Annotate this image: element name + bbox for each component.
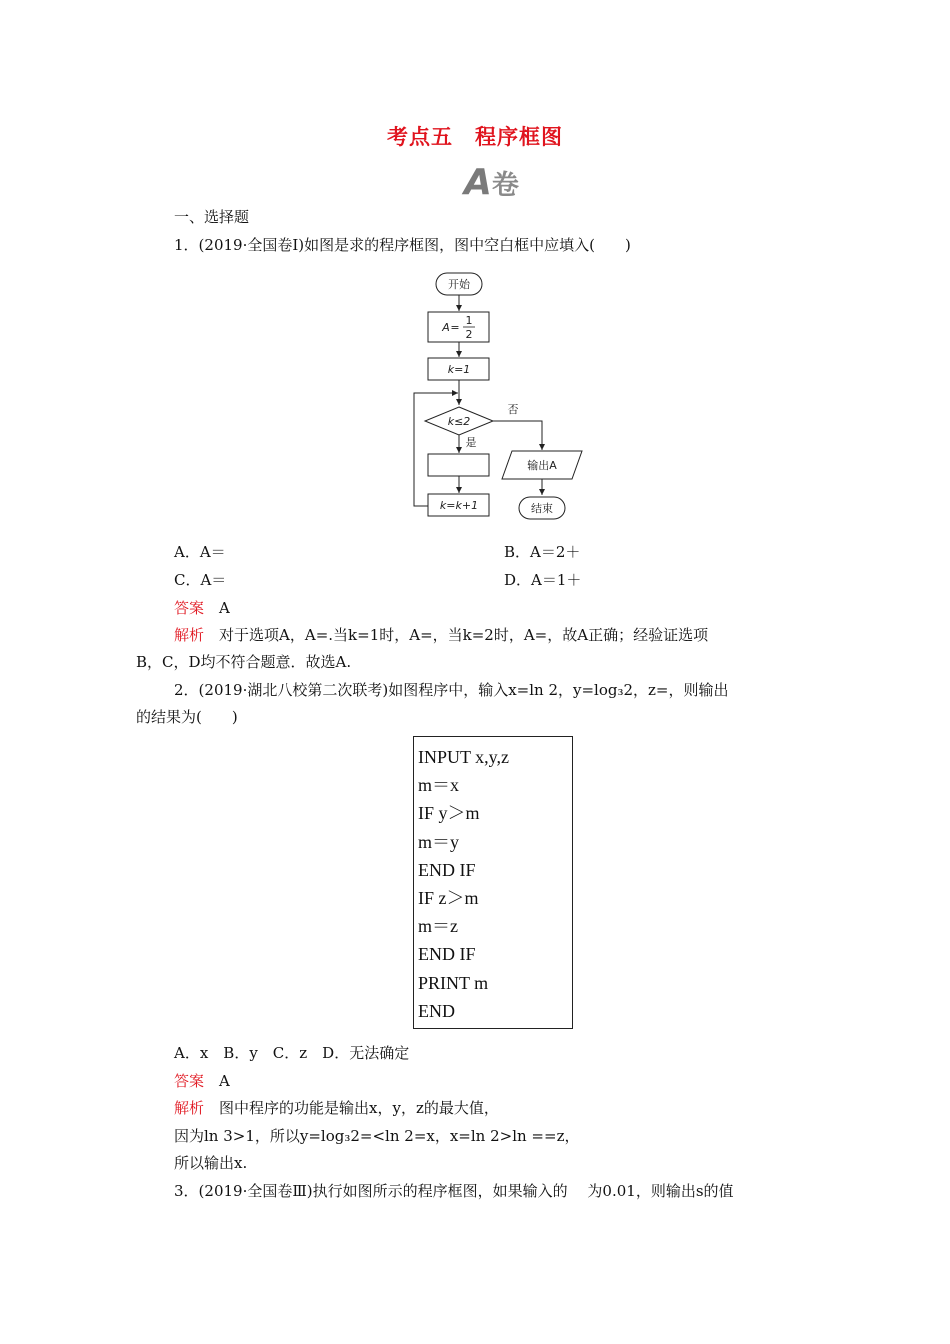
section-heading: 一、选择题 [174, 208, 250, 226]
flow-end-label: 结束 [531, 502, 553, 515]
code-line: m＝z [418, 916, 458, 937]
banner-text: 卷 [491, 170, 519, 201]
flow-init-a-lhs: A [442, 321, 450, 334]
q2-answer-value: A [219, 1072, 230, 1090]
q3-stem: 3．(2019·全国卷Ⅲ)执行如图所示的程序框图，如果输入的 为0.01，则输出s的值 [174, 1182, 734, 1200]
q2-stem-line2: 的结果为( ) [136, 708, 238, 726]
q2-stem-line1: 2．(2019·湖北八校第二次联考)如图程序中，输入x=ln 2，y=log₃2，z=，则输出 [174, 681, 729, 699]
flow-init-a-eq: = [450, 321, 460, 334]
q1-analysis-label: 解析 [174, 626, 205, 644]
flow-init-a-num: 1 [465, 314, 473, 327]
page-title: 考点五 程序框图 [387, 124, 563, 149]
code-line: PRINT m [418, 972, 489, 993]
q2-program-box [413, 736, 573, 1029]
flow-blank-node [428, 454, 489, 476]
flow-no-label: 否 [507, 403, 519, 416]
q1-option-b: B．A＝2＋ [504, 543, 581, 561]
q1-analysis [174, 624, 708, 645]
flow-decision-label: k≤2 [447, 415, 471, 428]
flow-output-label: 输出A [527, 459, 557, 472]
code-line: END [418, 1000, 455, 1021]
q1-analysis-line1: 对于选项A，A=.当k=1时，A=，当k=2时，A=，故A正确；经验证选项 [219, 626, 709, 644]
flow-start-label: 开始 [448, 278, 470, 291]
code-line: IF y＞m [418, 803, 480, 824]
code-line: END IF [418, 859, 476, 880]
code-line: END IF [418, 944, 476, 965]
q2-analysis [174, 1097, 499, 1118]
q1-option-d: D．A＝1＋ [504, 571, 582, 589]
flow-init-k-label: k=1 [447, 363, 471, 376]
code-line: INPUT x,y,z [418, 747, 509, 767]
q1-option-c: C．A＝ [174, 571, 227, 589]
q2-answer-label: 答案 [174, 1072, 205, 1090]
q2-analysis-label: 解析 [174, 1099, 205, 1117]
flow-yes-label: 是 [465, 436, 477, 449]
q1-answer [174, 597, 230, 618]
flow-incr-label: k=k+1 [439, 499, 479, 512]
q1-analysis-line2: B，C，D均不符合题意．故选A. [136, 653, 352, 671]
q1-option-a: A．A＝ [174, 543, 226, 561]
q1-answer-label: 答案 [174, 599, 205, 617]
q2-analysis-line1: 图中程序的功能是输出x，y，z的最大值， [219, 1099, 499, 1117]
q2-answer [174, 1070, 230, 1091]
code-line: IF z＞m [418, 888, 479, 909]
q1-stem: 1．(2019·全国卷Ⅰ)如图是求的程序框图，图中空白框中应填入( ) [174, 236, 631, 254]
q2-options: A．x B．y C．z D．无法确定 [174, 1044, 410, 1062]
section-banner [464, 162, 519, 203]
code-line: m＝x [418, 775, 460, 796]
banner-letter: A [464, 162, 492, 203]
code-line: m＝y [418, 831, 460, 852]
q2-analysis-line3: 所以输出x. [174, 1154, 248, 1172]
q1-flowchart [400, 268, 600, 524]
q1-answer-value: A [219, 599, 230, 617]
q2-analysis-line2: 因为ln 3>1，所以y=log₃2=<ln 2=x，x=ln 2>ln ==z， [174, 1127, 580, 1145]
flow-init-a-den: 2 [465, 328, 473, 341]
